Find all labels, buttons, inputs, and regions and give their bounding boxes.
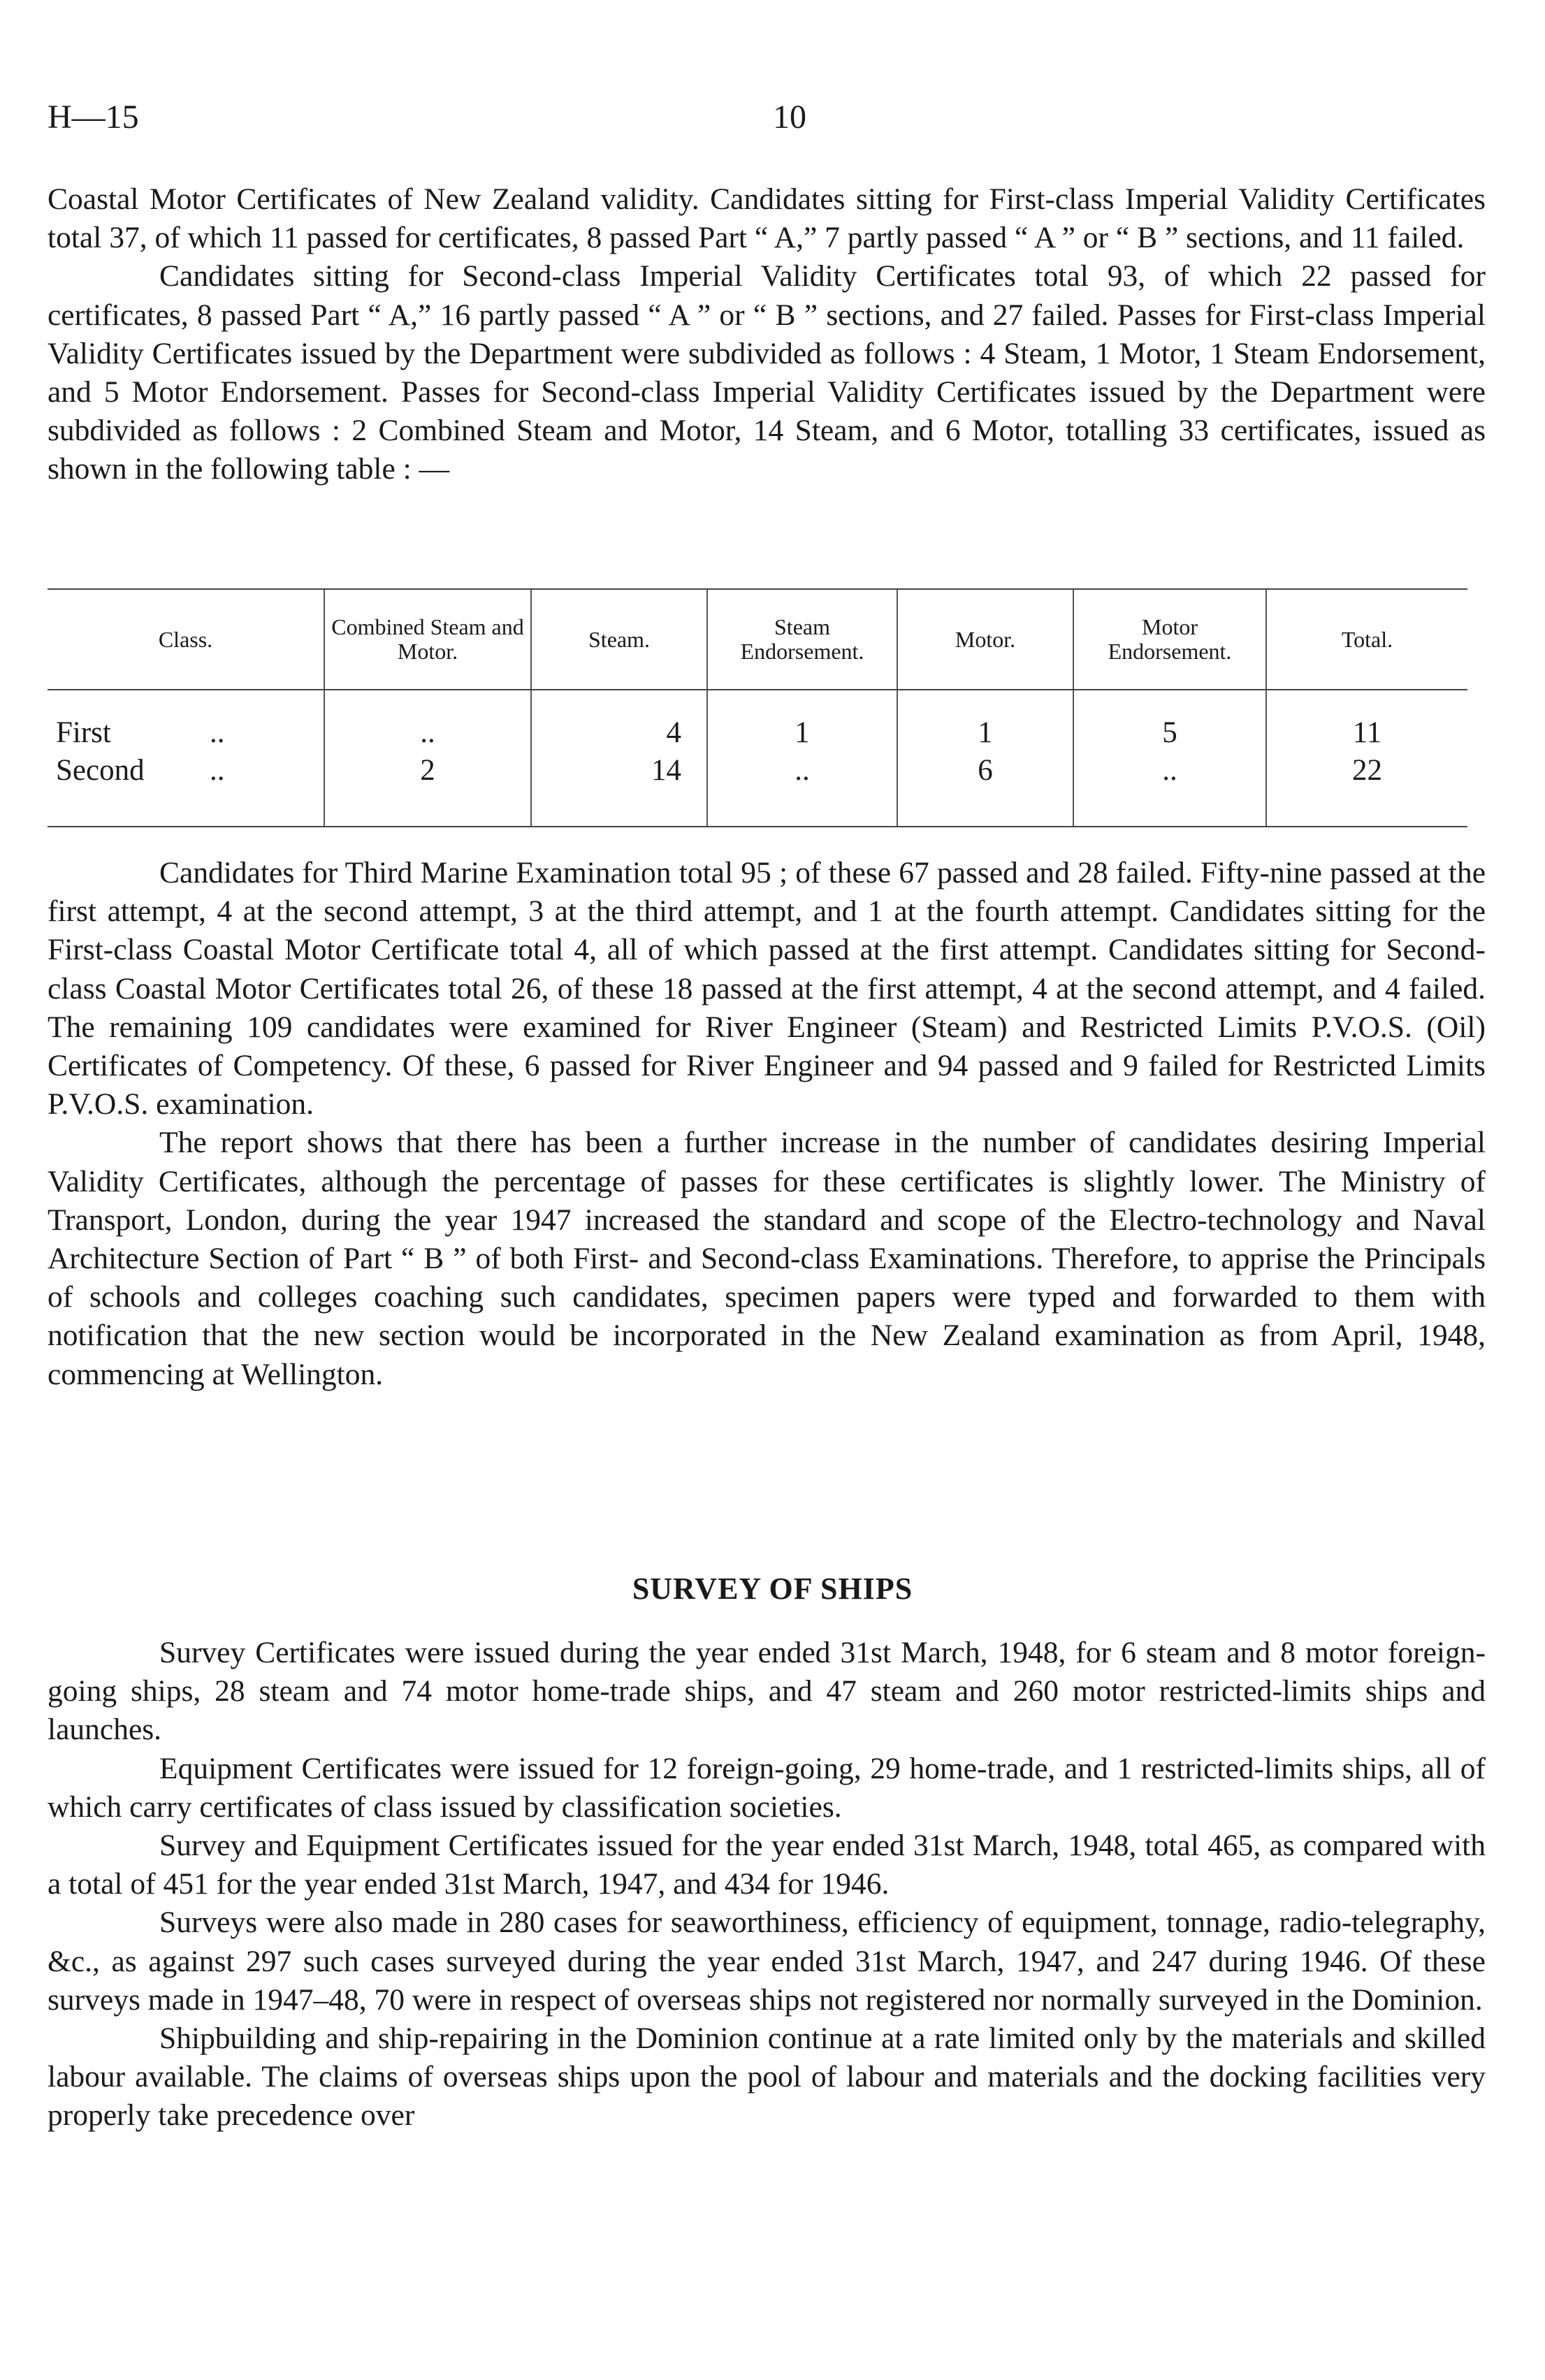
intro-text-block: [48, 180, 1486, 489]
paragraph: The report shows that there has been a further increase in the number of candidates desiring Imperial Validity Certificates, although the percentage of passes for these certificates is slightly lower. The Ministry of Transport, London, during the year 1947 increased the standard and scope of the Electro-technology and Naval Architecture Section of Part “ B ” of both First- and Second-class Examinations. Therefore, to apprise the Principals of schools and colleges coaching such candidates, specimen papers were typed and forwarded to them with notification that the new section would be incorporated in the New Zealand examination as from April, 1948, commencing at Wellington.: [48, 1126, 1486, 1391]
class-leader-dots: ..: [210, 754, 225, 787]
class-leader-dots: ..: [210, 716, 225, 749]
certificates-table: [48, 588, 1467, 827]
cell-class: [48, 714, 324, 752]
cell-steam-endorsement: 1: [707, 714, 897, 752]
cell-motor-endorsement: ..: [1073, 752, 1266, 827]
table-row: [48, 752, 1467, 827]
paragraph: Candidates sitting for Second-class Imperial Validity Certificates total 93, of which 22 passed for certificates, 8 passed Part “ A,” 16 partly passed “ A ” or “ B ” sections, and 27 failed. Passes for First-class Imperial Validity Certificates issued by the Department were subdivided as follows : 4 Steam, 1 Motor, 1 Steam Endorsement, and 5 Motor Endorsement. Passes for Second-class Imperial Validity Certificates issued by the Department were subdivided as follows : 2 Combined Steam and Motor, 14 Steam, and 6 Motor, totalling 33 certificates, issued as shown in the following table : —: [48, 259, 1486, 486]
cell-motor-endorsement: 5: [1073, 714, 1266, 752]
paragraph: Surveys were also made in 280 cases for seaworthiness, efficiency of equipment, tonnage, radio-telegraphy, &c., as against 297 such cases surveyed during the year ended 31st March, 1947, and 247 during 1946. Of these surveys made in 1947–48, 70 were in respect of overseas ships not registered nor normally surveyed in the Dominion.: [48, 1906, 1486, 2017]
cell-class: [48, 752, 324, 827]
cell-steam: 14: [531, 752, 707, 827]
table-spacer: [48, 690, 1467, 714]
col-header-total: Total.: [1266, 589, 1467, 690]
cell-steam-endorsement: ..: [707, 752, 897, 827]
table-header-row: [48, 589, 1467, 690]
cell-total: 22: [1266, 752, 1467, 827]
document-reference: H—15: [48, 99, 139, 136]
examination-text-block: [48, 854, 1486, 1394]
certificates-table-wrapper: [48, 588, 1467, 827]
col-header-class: Class.: [48, 589, 324, 690]
col-header-motor: Motor.: [897, 589, 1073, 690]
cell-combined: 2: [324, 752, 531, 827]
cell-combined: ..: [324, 714, 531, 752]
col-header-steam-endorsement: Steam Endorsement.: [707, 589, 897, 690]
survey-text-block: [48, 1634, 1486, 2135]
class-label: First: [56, 716, 111, 749]
cell-steam: 4: [531, 714, 707, 752]
table-row: [48, 714, 1467, 752]
page-header: [48, 98, 1497, 140]
paragraph: Survey Certificates were issued during the year ended 31st March, 1948, for 6 steam and 8 motor foreign-going ships, 28 steam and 74 motor home-trade ships, and 47 steam and 260 motor restricted-limits ships and launches.: [48, 1636, 1486, 1747]
section-heading: SURVEY OF SHIPS: [632, 1572, 913, 1606]
class-label: Second: [56, 754, 145, 787]
col-header-motor-endorsement: Motor Endorsement.: [1073, 589, 1266, 690]
cell-motor: 6: [897, 752, 1073, 827]
col-header-steam: Steam.: [531, 589, 707, 690]
cell-total: 11: [1266, 714, 1467, 752]
cell-motor: 1: [897, 714, 1073, 752]
paragraph: Coastal Motor Certificates of New Zealand validity. Candidates sitting for First-class Imperial Validity Certificates total 37, of which 11 passed for certificates, 8 passed Part “ A,” 7 partly passed “ A ” or “ B ” sections, and 11 failed.: [48, 182, 1486, 255]
paragraph: Candidates for Third Marine Examination total 95 ; of these 67 passed and 28 failed. Fifty-nine passed at the first attempt, 4 at the second attempt, 3 at the third attempt, and 1 at the fourth attempt. Candidates sitting for the First-class Coastal Motor Certificate total 4, all of which passed at the first attempt. Candidates sitting for Second-class Coastal Motor Certificates total 26, of these 18 passed at the first attempt, 4 at the second attempt, and 4 failed. The remaining 109 candidates were examined for River Engineer (Steam) and Restricted Limits P.V.O.S. (Oil) Certificates of Competency. Of these, 6 passed for River Engineer and 94 passed and 9 failed for Restricted Limits P.V.O.S. examination.: [48, 856, 1486, 1122]
paragraph: Shipbuilding and ship-repairing in the Dominion continue at a rate limited only by the materials and skilled labour available. The claims of overseas ships upon the pool of labour and materials and the docking facilities very properly take precedence over: [48, 2022, 1486, 2133]
page-number: 10: [773, 99, 806, 136]
paragraph: Equipment Certificates were issued for 12 foreign-going, 29 home-trade, and 1 restricted-limits ships, all of which carry certificates of class issued by classification societies.: [48, 1751, 1486, 1824]
paragraph: Survey and Equipment Certificates issued for the year ended 31st March, 1948, total 465, as compared with a total of 451 for the year ended 31st March, 1947, and 434 for 1946.: [48, 1829, 1486, 1901]
col-header-combined: Combined Steam and Motor.: [324, 589, 531, 690]
